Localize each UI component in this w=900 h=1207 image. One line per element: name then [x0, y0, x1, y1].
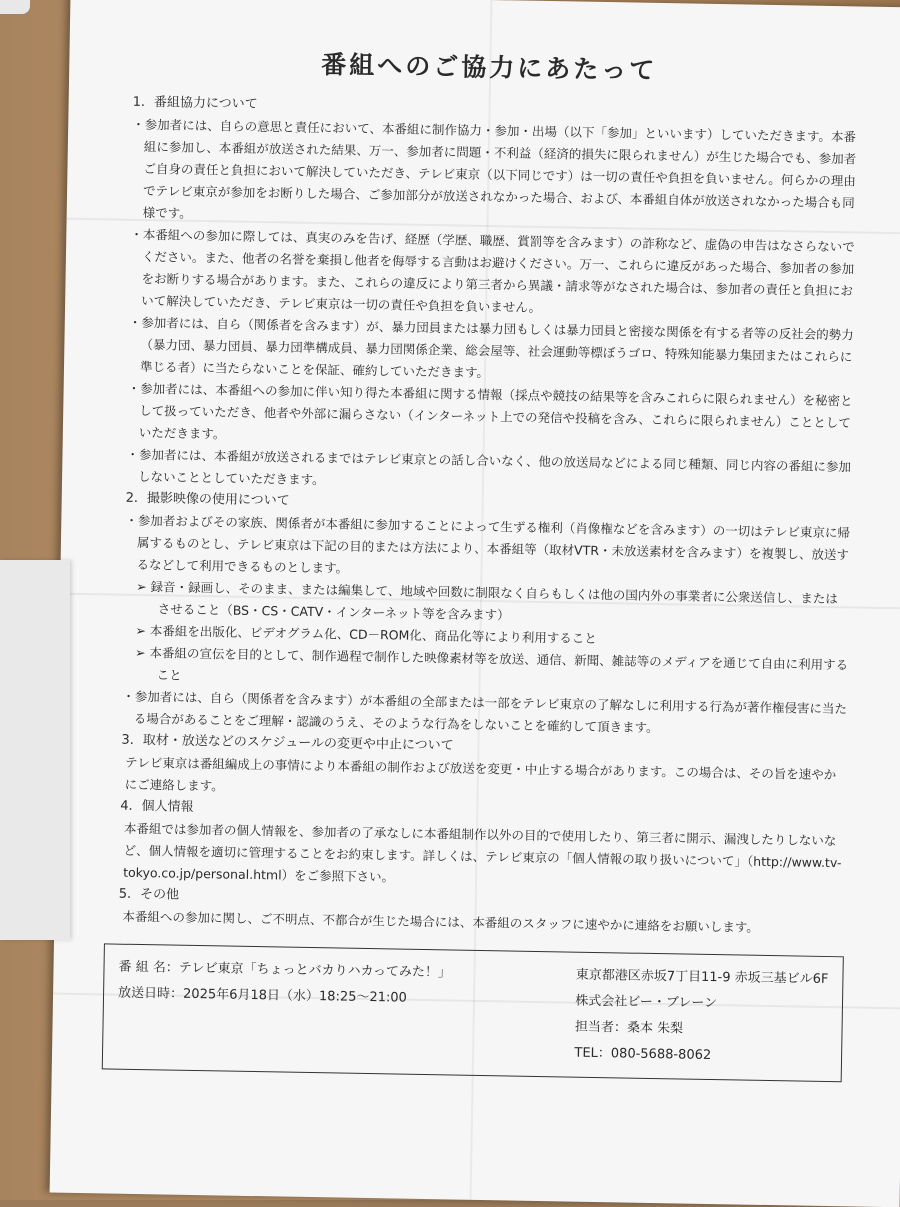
corner-object — [0, 0, 30, 14]
contact-info — [574, 963, 828, 1071]
broadcast-date: 2025年6月18日（水）18:25～21:00 — [182, 986, 408, 1006]
paper-flap — [0, 560, 70, 940]
arrow-item: ➢ 録音・録画し、そのまま、または編集して、地域や回数に制限なく自らもしくは他の国内外の事業者に公衆送信し、またはさせること（BS・CS・CATV・インターネット等を含みます） — [110, 575, 851, 632]
program-info-left — [117, 955, 451, 1065]
section-heading: 1．番組協力について — [132, 94, 258, 112]
section-text: 本番組では参加者の個人情報を、参加者の了承なしに本番組制作以外の目的で使用したり、第三者に開示、漏洩したりしないなど、個人情報を適切に管理することをお約束します。詳しくは、テレビ東京の「個人情報の取り扱いについて」（http://www.tv-tokyo.co.jp/personal.html）をご参照下さい。 — [123, 820, 842, 885]
page-title: 番組へのご協力にあたって — [321, 50, 658, 85]
section-heading: 3．取材・放送などのスケジュールの変更や中止について — [121, 732, 454, 754]
list-item: ・ 本番組への参加に際しては、真実のみを告げ、経歴（学歴、職歴、賞罰等を含みます）の詐称など、虚偽の申告はなさらないでください。また、他者の名誉を棄損し他者を侮辱する言動はお避けください。万一、これらに違反があった場合、参加者の参加をお断りする場合があります。また、これらの違反により第三者から異議・請求等がなされた場合は、参加者の責任と負担において解決していただき、テレビ東京は一切の責任や負担を負いません。 — [115, 224, 856, 325]
list-item: ・ 参加者には、自ら（関係者を含みます）が本番組の全部または一部をテレビ東京の了解なしに利用する行為が著作権侵害に当たる場合があることをご理解・認識のうえ、そのような行為をしないことを確約して頂きます。 — [108, 685, 849, 742]
date-label: 放送日時： — [117, 985, 184, 1002]
section-heading: 5．その他 — [118, 886, 180, 903]
document-sheet — [50, 0, 900, 1207]
list-item: ・ 参加者には、自らの意思と責任において、本番組に制作協力・参加・出場（以下「参加」といいます）していただきます。本番組に参加し、本番組が放送された結果、万一、参加者に問題・不利益（経済的損失に限られません）が生じた場合でも、参加者ご自身の責任と負担において解決していただき、テレビ東京（以下同じです）は一切の責任や負担を負いません。何らかの理由でテレビ東京が参加をお断りした場合、ご参加部分が放送されなかった場合、および、本番組自体が放送されなかった場合も同様です。 — [117, 114, 859, 237]
broadcast-date-row — [118, 981, 451, 1013]
program-label: 番 組 名： — [118, 959, 179, 976]
list-item: ・ 参加者およびその家族、関係者が本番組に参加することによって生ずる権利（肖像権などを含みます）の一切はテレビ東京に帰属するものとし、テレビ東京は下記の目的または方法により、本番組等（取材VTR・未放送素材を含みます）を複製し、放送するなどして利用できるものとします。 — [110, 509, 851, 588]
section-text: テレビ東京は番組編成上の事情により本番組の制作および放送を変更・中止する場合があります。この場合は、その旨を速やかにご連絡します。 — [124, 754, 837, 794]
arrow-item: ➢ 本番組を出版化、ビデオグラム化、CD－ROM化、商品化等により利用すること — [109, 619, 849, 654]
company-name: 株式会社ビー・ブレーン — [575, 993, 718, 1012]
list-item: ・ 参加者には、本番組への参加に伴い知り得た本番組に関する情報（採点や競技の結果等を含みこれらに限られません）を秘密として扱っていただき、他者や外部に漏らさない（インターネット上での発信や投稿を含み、これらに限られません）こととしていただきます。 — [113, 377, 854, 456]
section-heading: 4．個人情報 — [120, 798, 194, 815]
document-content — [102, 44, 860, 1083]
contact-person: 担当者：桑本 朱梨 — [574, 1019, 684, 1037]
company-address: 東京都港区赤坂7丁目11-9 赤坂三基ビル6F — [575, 967, 829, 988]
list-item: ・ 参加者には、本番組が放送されるまではテレビ東京との話し合いなく、他の放送局などによる同じ種類、同じ内容の番組に参加しないこととしていただきます。 — [112, 443, 853, 500]
list-item: ・ 参加者には、自ら（関係者を含みます）が、暴力団員または暴力団もしくは暴力団員と密接な関係を有する者等の反社会的勢力（暴力団、暴力団員、暴力団準構成員、暴力団関係企業、総会屋等、社会運動等標ぼうゴロ、特殊知能暴力集団またはこれらに準じる者）に当たらないことを保証、確約していただきます。 — [114, 311, 855, 390]
program-name: テレビ東京「ちょっとバカりハカってみた！」 — [178, 960, 452, 981]
program-info-box — [102, 943, 844, 1082]
arrow-item: ➢ 本番組の宣伝を目的として、制作過程で制作した映像素材等を放送、通信、新聞、雑誌等のメディアを通じて自由に利用すること — [108, 641, 849, 698]
section-heading: 2．撮影映像の使用について — [125, 490, 290, 509]
contact-tel: TEL：080-5688-8062 — [574, 1045, 712, 1064]
section-text: 本番組への参加に関し、ご不明点、不都合が生じた場合には、本番組のスタッフに速やかに連絡をお願いします。 — [122, 908, 759, 935]
